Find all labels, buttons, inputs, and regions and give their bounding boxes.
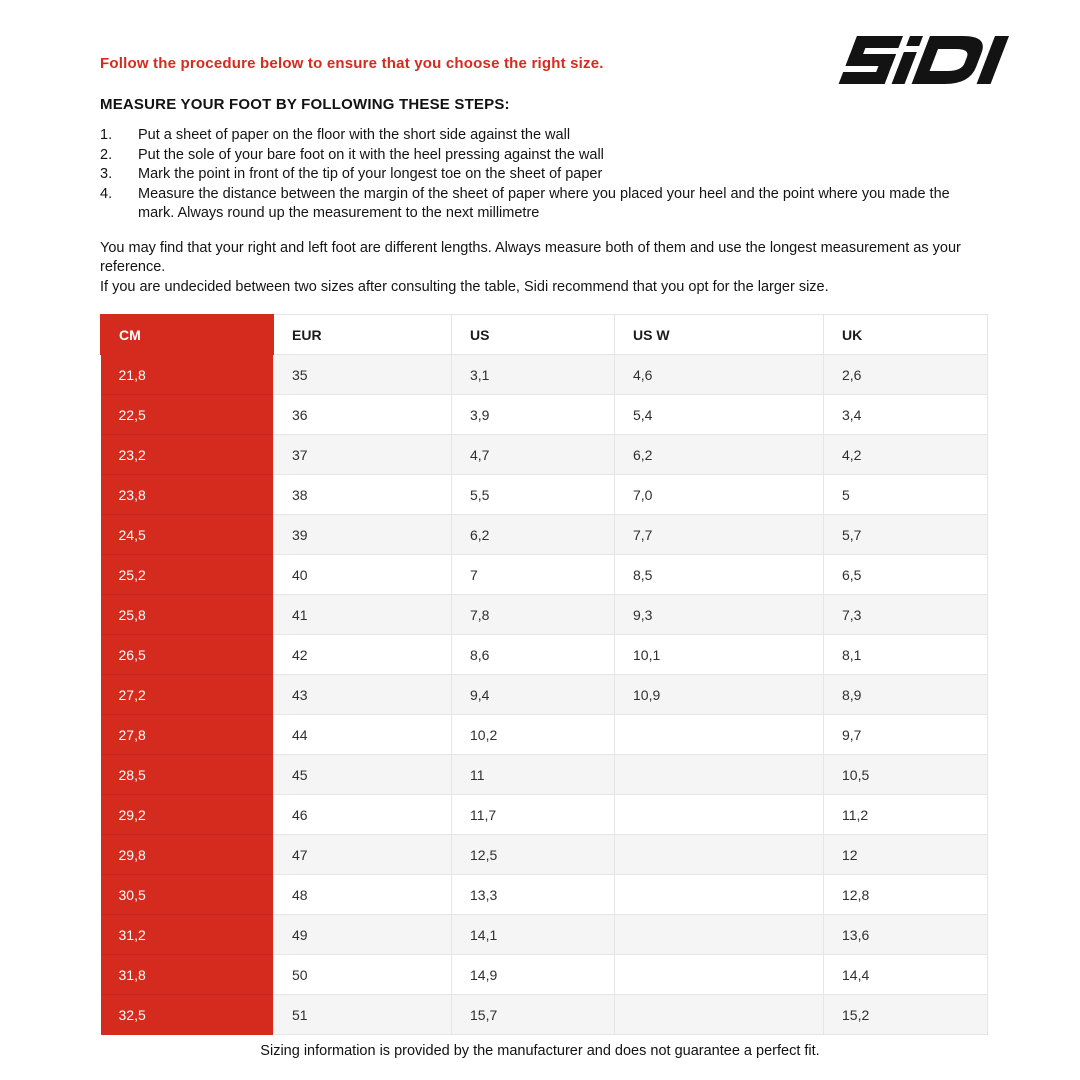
cell-size: 8,1 [824,635,988,675]
cell-size: 3,4 [824,395,988,435]
column-header-cm: CM [101,315,274,355]
cell-cm: 22,5 [101,395,274,435]
table-row [101,515,988,555]
cell-size: 9,7 [824,715,988,755]
table-row [101,755,988,795]
cell-size: 10,5 [824,755,988,795]
step-item-3 [100,165,986,185]
size-table [100,314,988,1035]
cell-size: 37 [274,435,452,475]
note-both-feet: You may find that your right and left foot are different lengths. Always measure both of them and use the longest measurement as your reference. [100,239,961,275]
cell-size: 13,3 [452,875,615,915]
cell-size: 36 [274,395,452,435]
cell-size: 3,1 [452,355,615,395]
header-row [101,315,988,355]
step-number: 1. [100,127,113,143]
table-row [101,475,988,515]
step-text: Put a sheet of paper on the floor with the short side against the wall [138,127,571,143]
table-row [101,555,988,595]
cell-size: 2,6 [824,355,988,395]
cell-cm: 27,2 [101,675,274,715]
cell-size: 10,9 [615,675,824,715]
cell-size: 7,8 [452,595,615,635]
cell-cm: 24,5 [101,515,274,555]
cell-size: 8,9 [824,675,988,715]
cell-size [615,995,824,1035]
cell-cm: 30,5 [101,875,274,915]
intro-warning: Follow the procedure below to ensure that you choose the right size. [100,55,604,72]
cell-cm: 29,8 [101,835,274,875]
cell-size: 5,4 [615,395,824,435]
table-row [101,395,988,435]
cell-size: 39 [274,515,452,555]
step-item-2 [100,146,986,166]
cell-cm: 31,2 [101,915,274,955]
cell-size: 47 [274,835,452,875]
step-item-1 [100,126,986,146]
steps-list [100,126,986,224]
table-row [101,675,988,715]
size-table-header [101,315,988,355]
cell-size: 4,2 [824,435,988,475]
cell-size: 9,3 [615,595,824,635]
cell-size: 9,4 [452,675,615,715]
column-header-uk: UK [824,315,988,355]
cell-size: 35 [274,355,452,395]
table-row [101,835,988,875]
table-row [101,355,988,395]
cell-size: 44 [274,715,452,755]
cell-cm: 27,8 [101,715,274,755]
cell-size [615,755,824,795]
table-row [101,435,988,475]
cell-size: 43 [274,675,452,715]
cell-size: 5 [824,475,988,515]
cell-size: 7 [452,555,615,595]
step-number: 4. [100,185,113,202]
cell-cm: 31,8 [101,955,274,995]
cell-cm: 25,8 [101,595,274,635]
cell-size: 46 [274,795,452,835]
cell-size: 7,7 [615,515,824,555]
cell-size [615,795,824,835]
table-row [101,795,988,835]
steps-heading: MEASURE YOUR FOOT BY FOLLOWING THESE STEPS: [100,96,510,113]
cell-size [615,955,824,995]
step-text: Put the sole of your bare foot on it with the heel pressing against the wall [138,146,604,163]
cell-size: 15,2 [824,995,988,1035]
cell-size [615,835,824,875]
table-row [101,995,988,1035]
cell-size: 15,7 [452,995,615,1035]
measurement-notes [100,239,986,298]
cell-size: 8,5 [615,555,824,595]
cell-size: 41 [274,595,452,635]
cell-size: 11,2 [824,795,988,835]
cell-size: 14,4 [824,955,988,995]
cell-size: 11 [452,755,615,795]
cell-cm: 23,8 [101,475,274,515]
table-row [101,715,988,755]
cell-cm: 32,5 [101,995,274,1035]
cell-cm: 28,5 [101,755,274,795]
step-text: Measure the distance between the margin of the sheet of paper where you placed your heel and the point where you made the mark. Always round up the measurement to the next millimetre [138,185,950,221]
cell-cm: 23,2 [101,435,274,475]
step-number: 2. [100,146,113,163]
cell-size: 11,7 [452,795,615,835]
cell-cm: 29,2 [101,795,274,835]
cell-size: 7,0 [615,475,824,515]
cell-size: 4,6 [615,355,824,395]
size-table-body [101,355,988,1035]
table-row [101,875,988,915]
content-column [100,55,986,1035]
cell-cm: 26,5 [101,635,274,675]
table-row [101,635,988,675]
table-row [101,955,988,995]
cell-size: 13,6 [824,915,988,955]
cell-size: 50 [274,955,452,995]
cell-cm: 21,8 [101,355,274,395]
cell-size: 48 [274,875,452,915]
cell-size: 49 [274,915,452,955]
disclaimer-text: Sizing information is provided by the manufacturer and does not guarantee a perfect fit. [260,1043,820,1059]
cell-size: 5,5 [452,475,615,515]
column-header-us: US [452,315,615,355]
cell-size: 6,2 [615,435,824,475]
cell-size [615,915,824,955]
cell-size: 51 [274,995,452,1035]
cell-size: 5,7 [824,515,988,555]
cell-size [615,875,824,915]
step-text: Mark the point in front of the tip of your longest toe on the sheet of paper [138,166,603,182]
cell-size: 12,8 [824,875,988,915]
column-header-usw: US W [615,315,824,355]
cell-size: 38 [274,475,452,515]
cell-size: 10,2 [452,715,615,755]
cell-size: 14,9 [452,955,615,995]
cell-size: 14,1 [452,915,615,955]
cell-size: 10,1 [615,635,824,675]
table-row [101,595,988,635]
step-number: 3. [100,166,113,182]
table-row [101,915,988,955]
cell-size: 42 [274,635,452,675]
step-item-4 [100,185,986,224]
cell-cm: 25,2 [101,555,274,595]
cell-size: 7,3 [824,595,988,635]
cell-size: 45 [274,755,452,795]
cell-size: 12,5 [452,835,615,875]
cell-size: 6,5 [824,555,988,595]
column-header-eur: EUR [274,315,452,355]
cell-size: 8,6 [452,635,615,675]
cell-size [615,715,824,755]
cell-size: 6,2 [452,515,615,555]
cell-size: 3,9 [452,395,615,435]
cell-size: 40 [274,555,452,595]
cell-size: 4,7 [452,435,615,475]
cell-size: 12 [824,835,988,875]
note-larger-size: If you are undecided between two sizes after consulting the table, Sidi recommend that you opt for the larger size. [100,278,829,295]
